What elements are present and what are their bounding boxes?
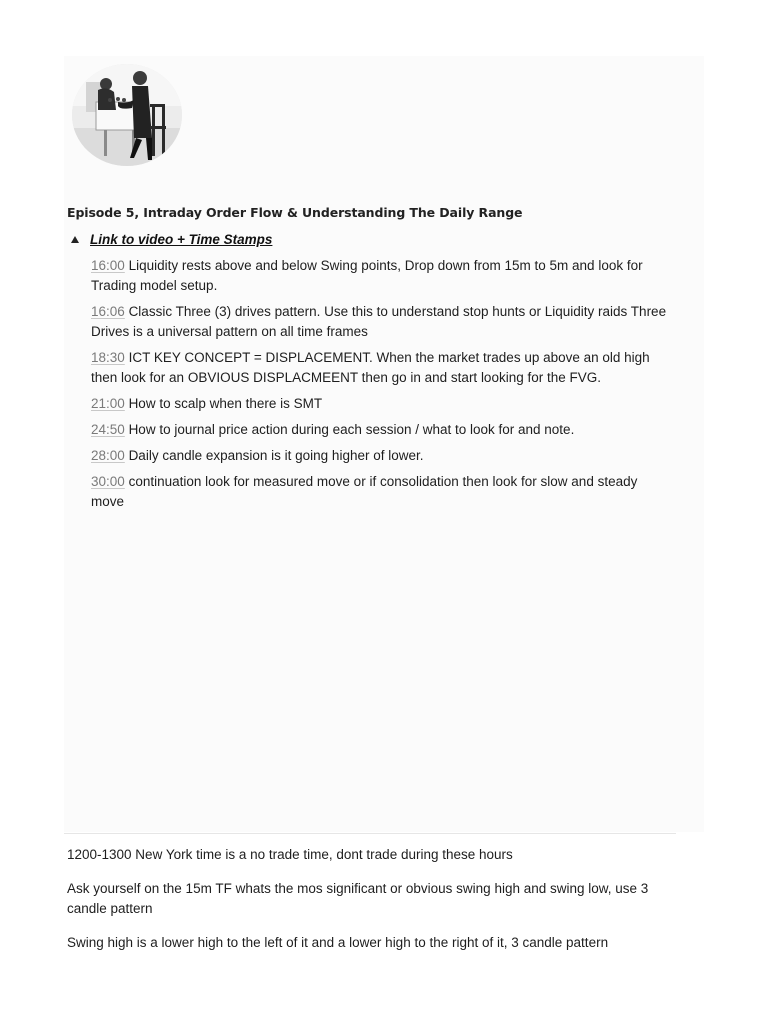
- divider: [64, 833, 676, 834]
- chess-players-photo-icon: [72, 64, 182, 166]
- list-item: [91, 302, 671, 342]
- timestamp-link[interactable]: 28:00: [91, 448, 125, 463]
- timestamp-link[interactable]: 16:06: [91, 304, 125, 319]
- list-item: [91, 394, 671, 414]
- episode-title: Episode 5, Intraday Order Flow & Understanding The Daily Range: [67, 205, 523, 220]
- video-toggle[interactable]: [71, 232, 272, 247]
- timestamp-text: Classic Three (3) drives pattern. Use this to understand stop hunts or Liquidity raids Three Drives is a universal pattern on all time frames: [91, 304, 667, 339]
- timestamp-link[interactable]: 21:00: [91, 396, 125, 411]
- timestamp-list: [91, 256, 671, 518]
- timestamp-link[interactable]: 24:50: [91, 422, 125, 437]
- timestamp-text: Liquidity rests above and below Swing points, Drop down from 15m to 5m and look for Trading model setup.: [91, 258, 643, 293]
- timestamp-text: ICT KEY CONCEPT = DISPLACEMENT. When the market trades up above an old high then look for an OBVIOUS DISPLACMEENT then go in and start looking for the FVG.: [91, 350, 650, 385]
- note-paragraph: Ask yourself on the 15m TF whats the mos significant or obvious swing high and swing low, use 3 candle pattern: [67, 881, 649, 916]
- timestamp-link[interactable]: 16:00: [91, 258, 125, 273]
- timestamp-text: How to scalp when there is SMT: [128, 396, 323, 411]
- list-item: [91, 348, 671, 388]
- timestamp-text: continuation look for measured move or if consolidation then look for slow and steady move: [91, 474, 638, 509]
- notes-section: [67, 845, 677, 967]
- triangle-up-icon[interactable]: [71, 236, 79, 243]
- list-item: [91, 446, 671, 466]
- timestamp-text: Daily candle expansion is it going higher of lower.: [128, 448, 424, 463]
- list-item: [91, 472, 671, 512]
- timestamp-text: How to journal price action during each session / what to look for and note.: [128, 422, 575, 437]
- note-paragraph: Swing high is a lower high to the left of it and a lower high to the right of it, 3 candle pattern: [67, 935, 609, 950]
- timestamp-link[interactable]: 18:30: [91, 350, 125, 365]
- list-item: [91, 420, 671, 440]
- timestamp-link[interactable]: 30:00: [91, 474, 125, 489]
- avatar: [72, 64, 182, 166]
- list-item: [91, 256, 671, 296]
- video-link[interactable]: Link to video + Time Stamps: [90, 232, 273, 247]
- note-paragraph: 1200-1300 New York time is a no trade time, dont trade during these hours: [67, 847, 513, 862]
